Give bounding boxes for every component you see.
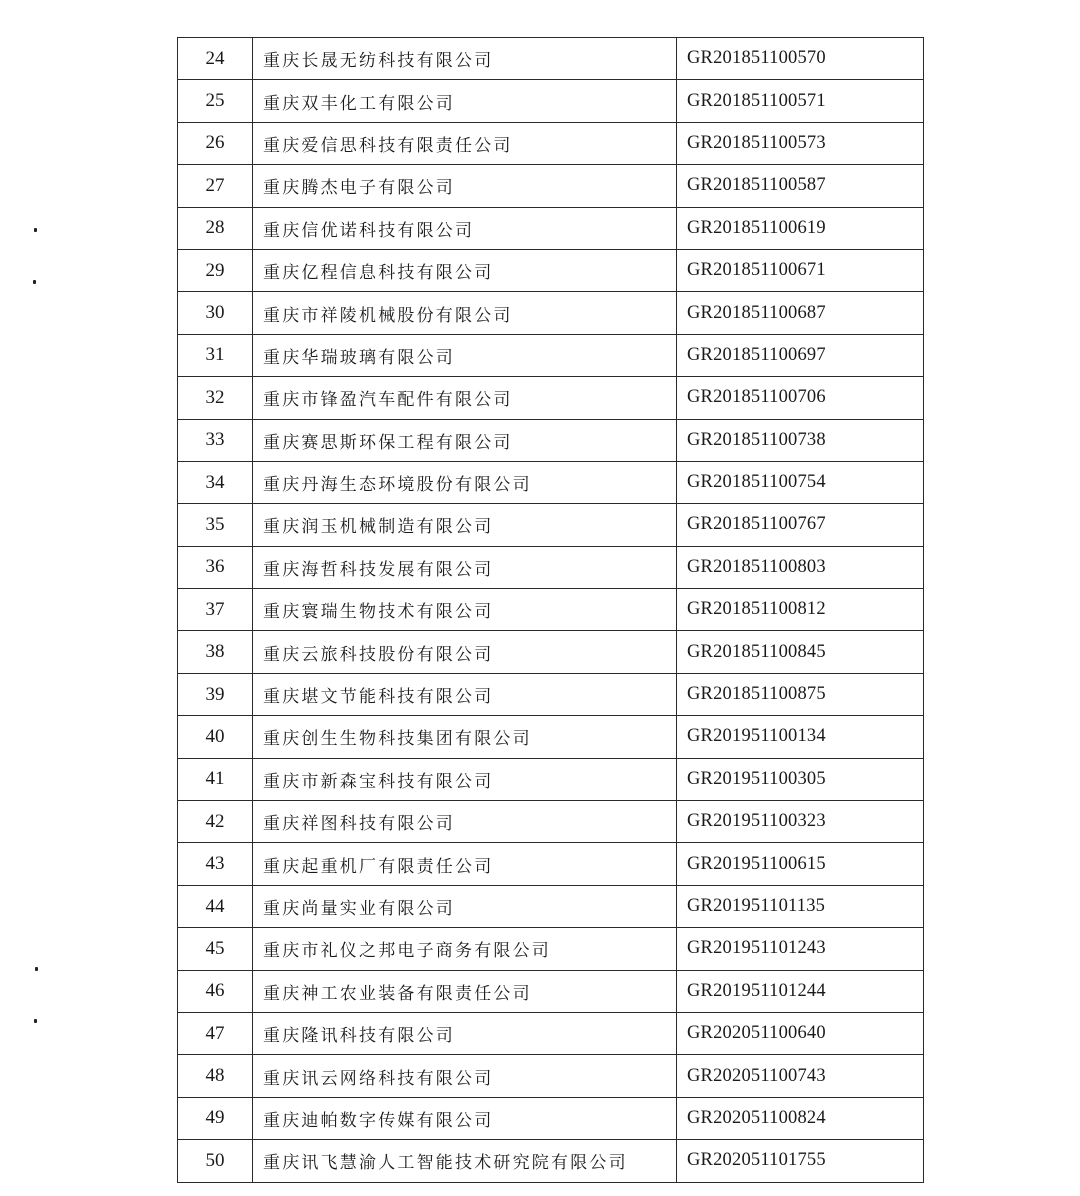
table-row bbox=[178, 885, 924, 927]
certificate-number: GR202051100640 bbox=[677, 1012, 924, 1054]
company-name: 重庆迪帕数字传媒有限公司 bbox=[253, 1097, 677, 1139]
table-row bbox=[178, 631, 924, 673]
table-row bbox=[178, 80, 924, 122]
row-number: 38 bbox=[178, 631, 253, 673]
table-row bbox=[178, 673, 924, 715]
table-row bbox=[178, 334, 924, 376]
row-number: 49 bbox=[178, 1097, 253, 1139]
table-row bbox=[178, 1012, 924, 1054]
company-name: 重庆信优诺科技有限公司 bbox=[253, 207, 677, 249]
company-name: 重庆讯飞慧渝人工智能技术研究院有限公司 bbox=[253, 1140, 677, 1182]
row-number: 34 bbox=[178, 461, 253, 503]
company-name: 重庆市锋盈汽车配件有限公司 bbox=[253, 377, 677, 419]
certificate-number: GR201851100573 bbox=[677, 122, 924, 164]
company-name: 重庆双丰化工有限公司 bbox=[253, 80, 677, 122]
row-number: 33 bbox=[178, 419, 253, 461]
row-number: 50 bbox=[178, 1140, 253, 1182]
table-row bbox=[178, 928, 924, 970]
margin-mark bbox=[33, 280, 36, 284]
company-name: 重庆神工农业装备有限责任公司 bbox=[253, 970, 677, 1012]
company-name: 重庆市礼仪之邦电子商务有限公司 bbox=[253, 928, 677, 970]
table-row bbox=[178, 589, 924, 631]
table-row bbox=[178, 758, 924, 800]
table-row bbox=[178, 1140, 924, 1182]
row-number: 39 bbox=[178, 673, 253, 715]
company-name: 重庆祥图科技有限公司 bbox=[253, 801, 677, 843]
certificate-number: GR202051101755 bbox=[677, 1140, 924, 1182]
company-name: 重庆创生生物科技集团有限公司 bbox=[253, 716, 677, 758]
certificate-number: GR201951101244 bbox=[677, 970, 924, 1012]
certificate-number: GR201951100305 bbox=[677, 758, 924, 800]
table-row bbox=[178, 1097, 924, 1139]
company-name: 重庆爱信思科技有限责任公司 bbox=[253, 122, 677, 164]
certificate-number: GR201851100697 bbox=[677, 334, 924, 376]
row-number: 42 bbox=[178, 801, 253, 843]
certificate-number: GR201851100619 bbox=[677, 207, 924, 249]
row-number: 48 bbox=[178, 1055, 253, 1097]
row-number: 32 bbox=[178, 377, 253, 419]
company-name: 重庆堪文节能科技有限公司 bbox=[253, 673, 677, 715]
company-name: 重庆润玉机械制造有限公司 bbox=[253, 504, 677, 546]
row-number: 43 bbox=[178, 843, 253, 885]
row-number: 36 bbox=[178, 546, 253, 588]
table-row bbox=[178, 801, 924, 843]
certificate-number: GR202051100743 bbox=[677, 1055, 924, 1097]
row-number: 31 bbox=[178, 334, 253, 376]
certificate-number: GR201951101243 bbox=[677, 928, 924, 970]
margin-mark bbox=[35, 967, 38, 971]
certificate-number: GR201851100803 bbox=[677, 546, 924, 588]
row-number: 30 bbox=[178, 292, 253, 334]
certificate-number: GR201851100571 bbox=[677, 80, 924, 122]
margin-mark bbox=[34, 228, 37, 232]
certificate-number: GR201851100671 bbox=[677, 249, 924, 291]
table-body bbox=[178, 38, 924, 1183]
table-row bbox=[178, 970, 924, 1012]
margin-mark bbox=[34, 1019, 37, 1023]
row-number: 26 bbox=[178, 122, 253, 164]
row-number: 37 bbox=[178, 589, 253, 631]
table-row bbox=[178, 843, 924, 885]
certificate-number: GR201851100875 bbox=[677, 673, 924, 715]
certificate-number: GR201951100134 bbox=[677, 716, 924, 758]
row-number: 29 bbox=[178, 249, 253, 291]
certificate-number: GR201851100687 bbox=[677, 292, 924, 334]
company-name: 重庆云旅科技股份有限公司 bbox=[253, 631, 677, 673]
company-name: 重庆起重机厂有限责任公司 bbox=[253, 843, 677, 885]
table-row bbox=[178, 546, 924, 588]
certificate-number: GR201951101135 bbox=[677, 885, 924, 927]
company-name: 重庆尚量实业有限公司 bbox=[253, 885, 677, 927]
company-name: 重庆隆讯科技有限公司 bbox=[253, 1012, 677, 1054]
table-row bbox=[178, 165, 924, 207]
table-row bbox=[178, 38, 924, 80]
company-name: 重庆华瑞玻璃有限公司 bbox=[253, 334, 677, 376]
certificate-number: GR201851100587 bbox=[677, 165, 924, 207]
row-number: 46 bbox=[178, 970, 253, 1012]
certificate-number: GR201851100706 bbox=[677, 377, 924, 419]
company-name: 重庆丹海生态环境股份有限公司 bbox=[253, 461, 677, 503]
table-row bbox=[178, 292, 924, 334]
row-number: 35 bbox=[178, 504, 253, 546]
company-name: 重庆赛思斯环保工程有限公司 bbox=[253, 419, 677, 461]
certificate-number: GR201851100767 bbox=[677, 504, 924, 546]
row-number: 24 bbox=[178, 38, 253, 80]
company-name: 重庆海哲科技发展有限公司 bbox=[253, 546, 677, 588]
table-row bbox=[178, 122, 924, 164]
certificate-number: GR201851100812 bbox=[677, 589, 924, 631]
row-number: 45 bbox=[178, 928, 253, 970]
certificate-number: GR201951100323 bbox=[677, 801, 924, 843]
certificate-number: GR201851100738 bbox=[677, 419, 924, 461]
table-row bbox=[178, 419, 924, 461]
certificate-number: GR202051100824 bbox=[677, 1097, 924, 1139]
row-number: 27 bbox=[178, 165, 253, 207]
table-row bbox=[178, 461, 924, 503]
row-number: 47 bbox=[178, 1012, 253, 1054]
table-row bbox=[178, 207, 924, 249]
row-number: 25 bbox=[178, 80, 253, 122]
table-row bbox=[178, 716, 924, 758]
company-name: 重庆长晟无纺科技有限公司 bbox=[253, 38, 677, 80]
table-row bbox=[178, 377, 924, 419]
row-number: 28 bbox=[178, 207, 253, 249]
company-registry-table bbox=[177, 37, 924, 1183]
company-name: 重庆腾杰电子有限公司 bbox=[253, 165, 677, 207]
company-name: 重庆讯云网络科技有限公司 bbox=[253, 1055, 677, 1097]
company-name: 重庆市祥陵机械股份有限公司 bbox=[253, 292, 677, 334]
row-number: 44 bbox=[178, 885, 253, 927]
row-number: 41 bbox=[178, 758, 253, 800]
certificate-number: GR201951100615 bbox=[677, 843, 924, 885]
table-row bbox=[178, 1055, 924, 1097]
certificate-number: GR201851100845 bbox=[677, 631, 924, 673]
company-name: 重庆寰瑞生物技术有限公司 bbox=[253, 589, 677, 631]
certificate-number: GR201851100570 bbox=[677, 38, 924, 80]
company-name: 重庆市新森宝科技有限公司 bbox=[253, 758, 677, 800]
table-row bbox=[178, 249, 924, 291]
table-row bbox=[178, 504, 924, 546]
row-number: 40 bbox=[178, 716, 253, 758]
certificate-number: GR201851100754 bbox=[677, 461, 924, 503]
company-name: 重庆亿程信息科技有限公司 bbox=[253, 249, 677, 291]
